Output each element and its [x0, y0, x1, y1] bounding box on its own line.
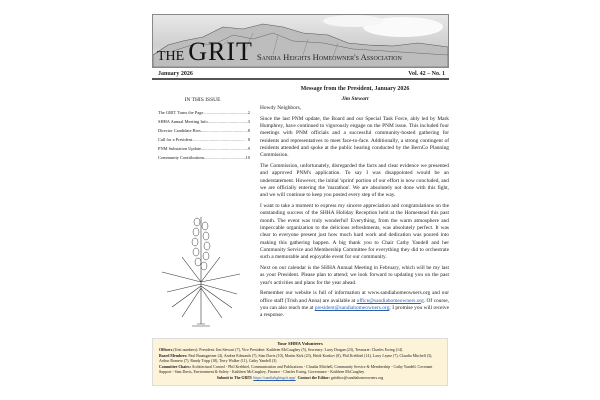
title-the: THE	[157, 49, 185, 64]
toc-label: Call for a President	[158, 137, 193, 142]
association-name: Sandia Heights Homeowner's Association	[256, 52, 402, 62]
article-paragraph: Since the last PNM update, the Board and our Special Task Force, ably led by Mark Humphrey, have continued to vigorously engage on the PNM issue. This included four meetings with PNM officials and a successful community-hosted gathering for residents and representatives to meet face-to-face. Additionally, a strong contingent of residents attended and spoke at the public hearing conducted by the BernCo Planning Commission.	[260, 115, 449, 159]
issue-date: January 2026	[158, 71, 193, 77]
yucca-illustration	[152, 212, 250, 327]
president-email-link[interactable]: president@sandiahomeowners.org	[314, 304, 390, 311]
toc-label: The GRIT Turns the Page	[158, 110, 204, 115]
text: ; I promise you will receive a response.	[260, 304, 449, 319]
officers	[159, 348, 441, 353]
submit-line	[159, 376, 441, 381]
issue-volume: Vol. 42 – No. 1	[408, 71, 445, 77]
article-body	[260, 105, 449, 323]
issue-bar	[152, 68, 449, 80]
toc-page: 10	[245, 155, 250, 160]
toc-item[interactable]	[158, 155, 250, 160]
office-email-link[interactable]: office@sandiahomeowners.org	[356, 297, 424, 304]
toc-label: PNM Substation Update	[158, 146, 201, 151]
editor-email[interactable]: gritditor@sandiahomeowners.org	[331, 376, 384, 381]
toc-item[interactable]	[158, 110, 250, 115]
text: Architectural Control - Phil Krehbiel, Communication and Publications - Claudia Mitchell, Community Service & Membership - Cathy Yandell, Covenant Support - Stan Davis, Environment & Safety - Kathleen McCaughey, Finance - Charles Ewing, Governance - Kathleen McCaughey	[159, 365, 433, 375]
volunteers-heading: Your SHHA Volunteers	[277, 341, 323, 346]
board-members	[159, 354, 441, 364]
toc-page: 3	[247, 119, 250, 124]
toc-item[interactable]	[158, 128, 250, 133]
label: Board Members:	[159, 354, 188, 359]
label: Officers	[159, 348, 173, 352]
article-paragraph	[260, 290, 449, 319]
article-paragraph: I want to take a moment to express my sincere appreciation and congratulations on the outstanding success of the SHHA Holiday Reception held at the Homestead this past month. The event was truly wonderful! Everything, from the warm atmosphere and impeccable organization to the delicious refreshments, was absolutely perfect. It was clear to everyone present just how much hard work and dedication was poured into making this gathering happen. A big thank you to Chair Cathy Yandell and her Community Service and Membership Committee for everything they did to orchestrate such a memorable and enjoyable event for our community.	[260, 203, 449, 261]
article-author: Jim Stewart	[341, 96, 369, 102]
submit-link[interactable]: https://sandiahghtsgrit.app/	[253, 376, 296, 381]
article-title: Message from the President, January 2026	[300, 86, 410, 92]
committee-chairs	[159, 365, 441, 375]
article-paragraph: Next on our calendar is the SHHA Annual Meeting in February, which will be my last as your President. Please plan to attend; we look forward to updating you on the past year's activities and plans for the year ahead.	[260, 264, 449, 286]
toc-item[interactable]	[158, 146, 250, 151]
greeting: Howdy Neighbors,	[260, 105, 302, 111]
text: . Of course, you can also reach me at	[260, 297, 449, 311]
text: Paul Baumgartner (4), Andrea Edmonds (7), Stan Davis (10), Martin Kirk (23), Heidi Konkov (8), Phil Krehbiel (14), Larry Layne (7), Claudia Mitchell (3), Arthur Romero (7), Randy Tripp (18), Terry Walker (11), Cathy Yandell (3)	[159, 354, 433, 364]
label: Committee Chairs:	[159, 365, 191, 370]
toc-label: Director Candidate Bios	[158, 128, 201, 133]
toc-label: SHHA Annual Meeting Info	[158, 119, 208, 124]
masthead-banner	[152, 14, 449, 68]
label: Submit to The GRIT:	[216, 376, 253, 381]
text: (Unit numbers): President: Jim Stewart (7), Vice President: Kathleen McCaughey (5), Secretary: Larry Dragan (23), Treasurer: Charles Ewing (14)	[172, 348, 403, 352]
volunteers-box	[152, 338, 448, 386]
toc-page: 8	[247, 137, 250, 142]
toc-page: 2	[247, 110, 250, 115]
text: Remember our website is full of information at www.sandiahomeowners.org and our office staff (Trish and Anna) are available at	[260, 290, 449, 304]
title-grit: GRIT	[188, 37, 253, 66]
masthead-title	[157, 39, 402, 65]
toc-heading: IN THIS ISSUE	[184, 97, 221, 103]
toc-label: Community Contributions	[158, 155, 205, 160]
toc-item[interactable]	[158, 137, 250, 142]
toc-page: 9	[247, 146, 250, 151]
toc-item[interactable]	[158, 119, 250, 124]
label: Contact the Editor:	[297, 376, 331, 381]
article-paragraph: The Commission, unfortunately, disregarded the facts and clear evidence we presented and approved PNM's application. To say I was disappointed would be an understatement. However, the initial 'sprint' portion of our effort is now concluded, and we are officially entering the 'marathon'. We are absolutely not done with this fight, and we will continue to keep you posted every step of the way.	[260, 163, 449, 199]
toc-page: 8	[247, 128, 250, 133]
